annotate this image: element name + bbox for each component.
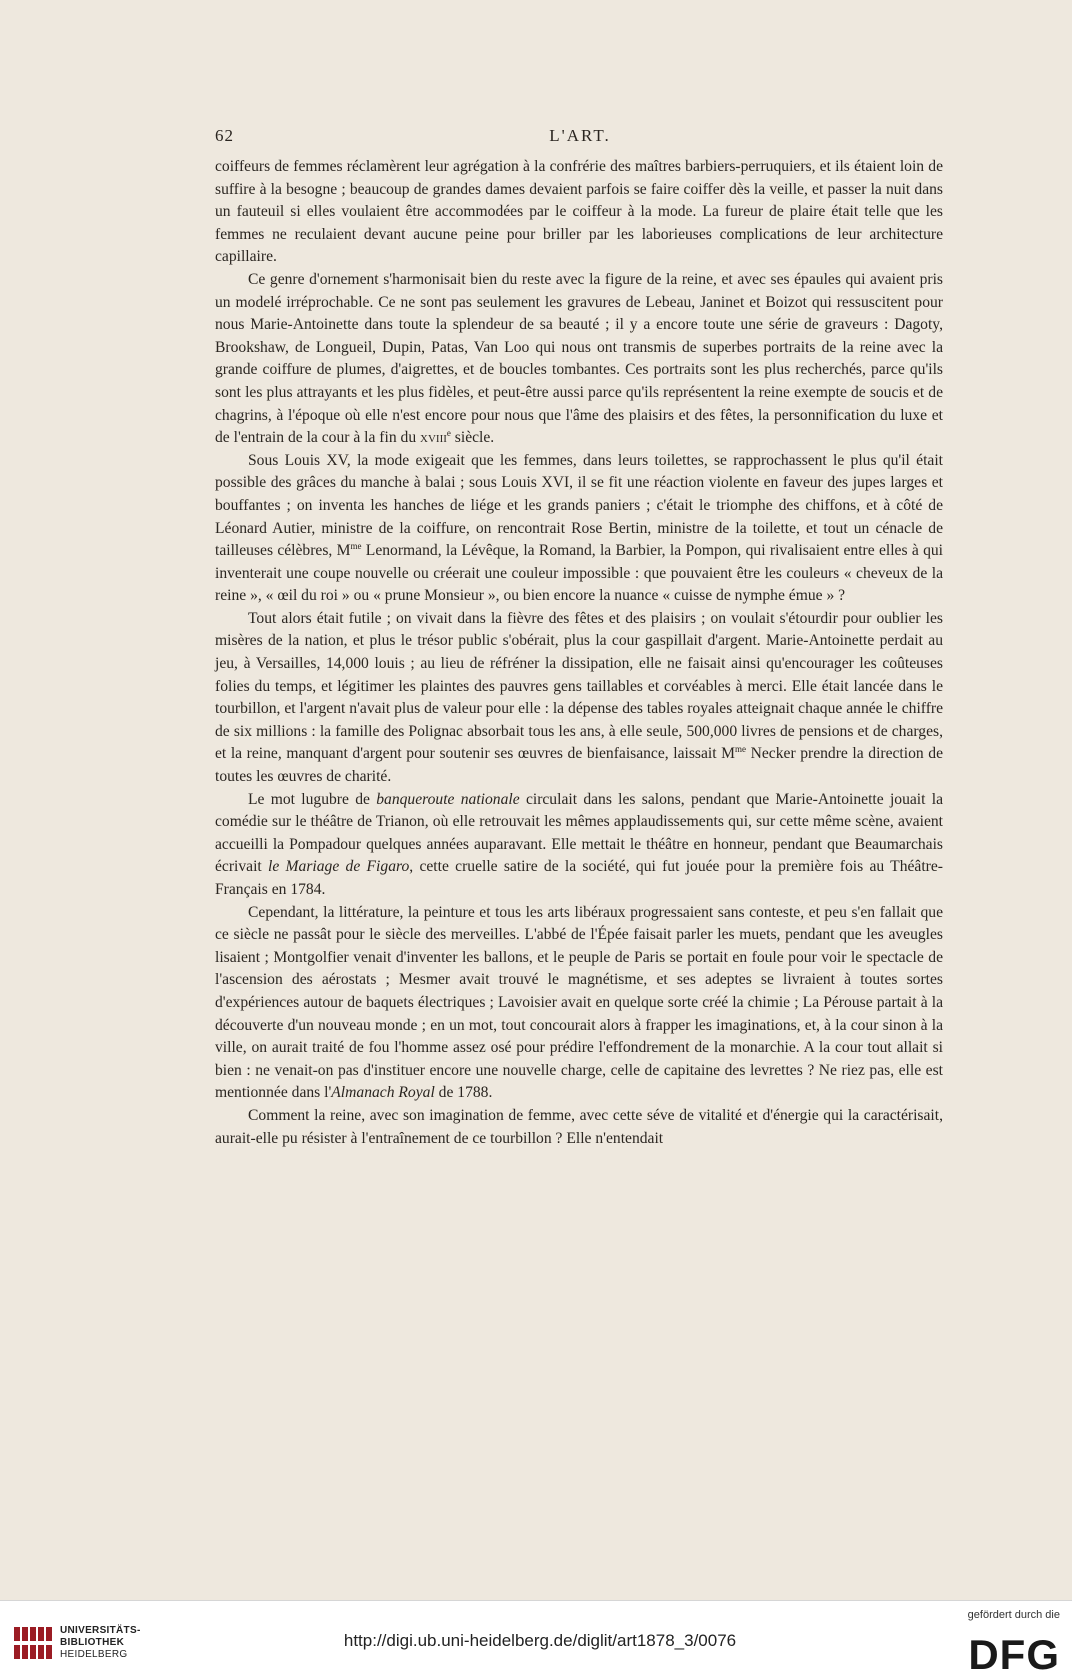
page-number: 62: [215, 126, 234, 145]
article-body: [215, 156, 943, 1150]
paragraph: coiffeurs de femmes réclamèrent leur agrégation à la confrérie des maîtres barbiers-perruquiers, et ils étaient loin de suffire à la besogne ; beaucoup de grandes dames devaient parfois se faire coiffer dès la veille, et passer la nuit dans un fauteuil si elles voulaient être accommodées par le coiffeur à la mode. La fureur de plaire était telle que les femmes ne reculaient devant aucune peine pour briller par les laborieuses complications de leur architecture capillaire.: [215, 158, 943, 266]
paragraph: Ce genre d'ornement s'harmonisait bien du reste avec la figure de la reine, et avec ses épaules qui avaient pris un modelé irréprochable. Ce ne sont pas seulement les gravures de Lebeau, Janinet et Boizot qui ressuscitent pour nous Marie-Antoinette dans toute la splendeur de sa beauté ; il y a encore toute une série de graveurs : Dagoty, Brookshaw, de Longueil, Dupin, Patas, Van Loo qui nous ont transmis de superbes portraits de la reine avec la grande coiffure de plumes, d'aigrettes, et de boucles tombantes. Ces portraits sont les plus recherchés, parce qu'ils sont les plus attrayants et les plus fidèles, et peut-être aussi parce qu'ils représentent la reine exempte de soucis et de chagrins, à l'époque où elle n'est encore pour nous que l'âme des plaisirs et des fêtes, la personnification du luxe et de l'entrain de la cour à la fin du xviii$^e$ siècle.: [215, 270, 943, 447]
university-library-logo[interactable]: [12, 1621, 152, 1665]
viewer-footer: [0, 1600, 1072, 1680]
dfg-logo-text: DFG: [968, 1631, 1060, 1673]
funder-label: gefördert durch die: [967, 1609, 1060, 1621]
paragraph: Cependant, la littérature, la peinture et tous les arts libéraux progressaient sans conteste, et peu s'en fallait que ce siècle ne passât pour le siècle des merveilles. L'abbé de l'Épée faisait parler les muets, pendant que les aveugles lisaient ; Montgolfier venait d'inventer les ballons, et le peuple de Paris se portait en foule pour voir le spectacle de l'ascension des aérostats ; Mesmer avait trouvé le magnétisme, et ses adeptes se livraient à toutes sortes d'expériences autour de baquets électriques ; Lavoisier avait en quelque sorte créé la chimie ; La Pérouse partait à la découverte d'un nouveau monde ; en un mot, tout concourait alors à frapper les imaginations, et, à la cour sinon à la ville, on aurait traité de fou l'homme assez osé pour prédire l'effondrement de la monarchie. A la cour tout allait si bien : ne venait-on pas d'instituer encore une nouvelle charge, celle de capitaine des levrettes ? Ne riez pas, elle est mentionnée dans l'Almanach Royal de 1788.: [215, 903, 943, 1102]
paragraph: Sous Louis XV, la mode exigeait que les femmes, dans leurs toilettes, se rapprochassent le plus qu'il était possible des grâces du manche à balai ; sous Louis XVI, il se fit une réaction violente en faveur des jupes larges et bouffantes ; on inventa les hanches de liége et les grands paniers ; c'était le triomphe des chiffons, et à côté de Léonard Autier, ministre de la coiffure, on rencontrait Rose Bertin, ministre de la toilette, et tout un cénacle de tailleuses célèbres, $M^{me}$ Lenormand, la Lévêque, la Romand, la Barbier, la Pompon, qui rivalisaient entre elles à qui inventerait une coupe nouvelle ou créerait une couleur impossible : que pouvaient être les couleurs « cheveux de la reine », « œil du roi » ou « prune Monsieur », ou bien encore la nuance « cuisse de nymphe émue » ?: [215, 451, 943, 605]
university-seal-icon: [12, 1623, 56, 1663]
journal-title: L'ART.: [549, 126, 611, 145]
dfg-funding-logo[interactable]: [930, 1609, 1060, 1673]
library-name-line2: BIBLIOTHEK: [60, 1637, 125, 1648]
permalink-url[interactable]: http://digi.ub.uni-heidelberg.de/diglit/art1878_3/0076: [343, 1631, 737, 1650]
dfg-logo-icon: [948, 1631, 1060, 1673]
library-name: [60, 1625, 141, 1661]
paragraph: Le mot lugubre de banqueroute nationale circulait dans les salons, pendant que Marie-Antoinette jouait la comédie sur le théâtre de Trianon, où elle retrouvait les mêmes applaudissements qui, sur cette même scène, avaient accueilli la Pompadour quelques années auparavant. Elle mettait le théâtre en honneur, pendant que Beaumarchais écrivait le Mariage de Figaro, cette cruelle satire de la société, qui fut jouée pour la première fois au Théâtre-Français en 1784.: [215, 790, 944, 898]
paragraph: Comment la reine, avec son imagination de femme, avec cette séve de vitalité et d'énergie qui la caractérisait, aurait-elle pu résister à l'entraînement de ce tourbillon ? Elle n'entendait: [215, 1106, 943, 1147]
library-name-line1: UNIVERSITÄTS-: [60, 1625, 141, 1636]
library-name-line3: HEIDELBERG: [60, 1649, 128, 1660]
paragraph: Tout alors était futile ; on vivait dans la fièvre des fêtes et des plaisirs ; on voulait s'étourdir pour oublier les misères de la nation, et plus le trésor public s'obérait, plus la cour gaspillait d'argent. Marie-Antoinette perdait au jeu, à Versailles, 14,000 louis ; au lieu de réfréner la dissipation, elle ne faisait ainsi qu'encourager les coûteuses folies du temps, et légitimer les plaintes des pauvres gens taillables et corvéables à merci. Elle était lancée dans le tourbillon, et l'argent n'avait plus de valeur pour elle : la dépense des tables royales atteignait chaque année le chiffre de six millions : la famille des Polignac absorbait tous les ans, à elle seule, 500,000 livres de pensions et de charges, et la reine, manquant d'argent pour soutenir ses œuvres de bienfaisance, laissait $M^{me}$ Necker prendre la direction de toutes les œuvres de charité.: [215, 609, 943, 786]
